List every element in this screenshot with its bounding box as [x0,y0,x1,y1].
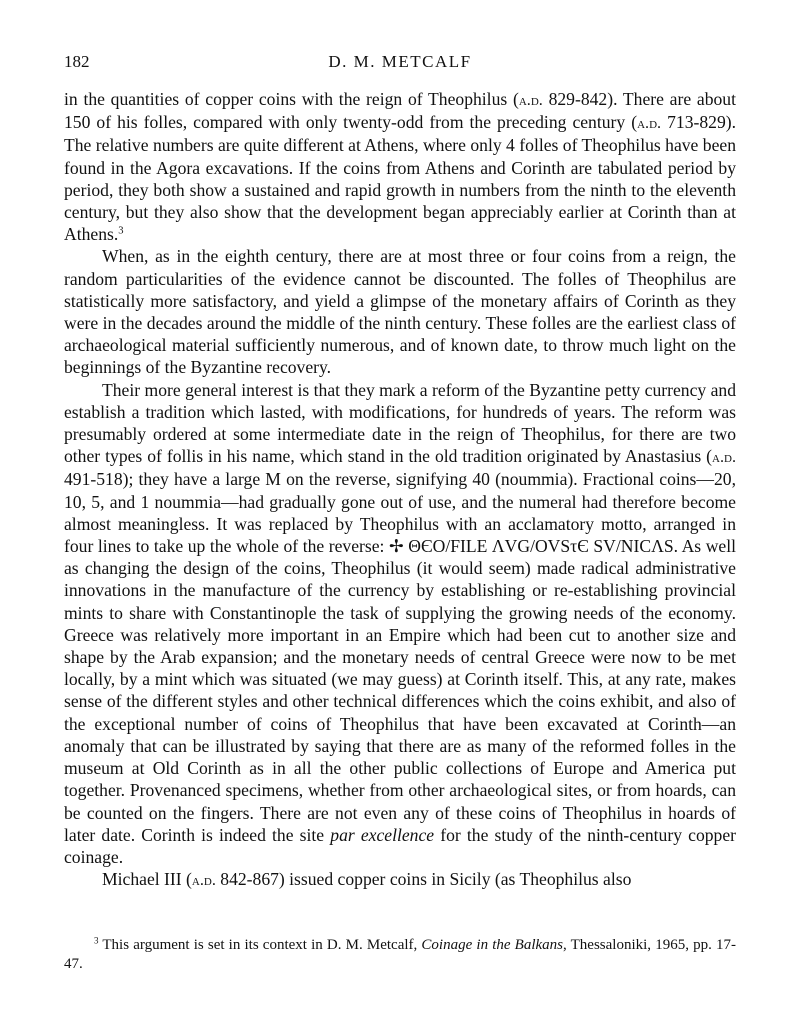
footnote-number: 3 [94,935,99,946]
page-header [64,52,736,76]
paragraph-3: Their more general interest is that they mark a reform of the Byzantine petty currency and establish a tradition which lasted, with modifications, for hundreds of years. The reform was presumably ordered at some intermediate date in the reign of Theophilus, for there are two other types of follis in his name, which stand in the old tradition originated by Anastasius (a.d. 491-518); they have a large M on the reverse, signifying 40 (noummia). Fractional coins—20, 10, 5, and 1 noummia—had gradually gone out of use, and the numeral had therefore become almost meaningless. It was replaced by Theophilus with an acclamatory motto, arranged in four lines to take up the whole of the reverse: ✢ ΘЄO/FILE ΛVG/OVSτЄ SV/NICΛS. As well as changing the design of the coins, Theophilus (it would seem) made radical administrative innovations in the manufacture of the currency by establishing or re-establishing provincial mints to share with Constantinople the task of supplying the growing needs of the economy. Greece was relatively more important in an Empire which had been cut to another size and shape by the Arab expansion; and the monetary needs of central Greece were now to be met locally, by a mint which was situated (we may guess) at Corinth itself. This, at any rate, makes sense of the different styles and other technical differences which the coins exhibit, and also of the exceptional number of coins of Theophilus that have been excavated at Corinth—an anomaly that can be illustrated by saying that there are as many of the reformed folles in the museum at Old Corinth as in all the other public collections of Europe and America put together. Provenanced specimens, whether from other archaeological sites, or from hoards, can be counted on the fingers. There are not even any of these coins of Theophilus in hoards of later date. Corinth is indeed the site par excellence for the study of the ninth-century copper coinage. [64,379,737,867]
paragraph-2: When, as in the eighth century, there are at most three or four coins from a reign, the random particularities of the evidence cannot be discounted. The folles of Theophilus are statistically more satisfactory, and yield a glimpse of the monetary affairs of Corinth as they were in the decades around the middle of the ninth century. These folles are the earliest class of archaeological material sufficiently numerous, and of known date, to throw much light on the beginnings of the Byzantine recovery. [64,246,736,378]
emphasis-text: par excellence [330,824,435,845]
era-abbreviation: a.d. [712,448,736,467]
footnote: $^3$ This argument is set in its context in D. M. Metcalf, Coinage in the Balkans, Thessaloniki, 1965, pp. 17-47. [64,935,736,972]
footnote-reference[interactable]: 3 [118,225,124,237]
running-head: D. M. METCALF [328,52,472,71]
era-abbreviation: a.d. [518,91,543,109]
body-text [64,88,736,891]
era-abbreviation: a.d. [637,114,662,133]
era-abbreviation: a.d. [191,871,216,890]
paragraph-4: Michael III (a.d. 842-867) issued copper coins in Sicily (as Theophilus also [102,869,632,890]
footnote-book-title: Coinage in the Balkans [421,937,564,953]
page-number: 182 [64,52,90,71]
paragraph-1: in the quantities of copper coins with the reign of Theophilus (a.d. 829-842). There are about 150 of his folles, compared with only twenty-odd from the preceding century (a.d. 713-829). The relative numbers are quite different at Athens, where only 4 folles of Theophilus have been found in the Agora excavations. If the coins from Athens and Corinth are tabulated period by period, they both show a sustained and rapid growth in numbers from the ninth to the eleventh century, but they also show that the development began appreciably earlier at Corinth than at Athens.$^3$ [64,89,737,245]
